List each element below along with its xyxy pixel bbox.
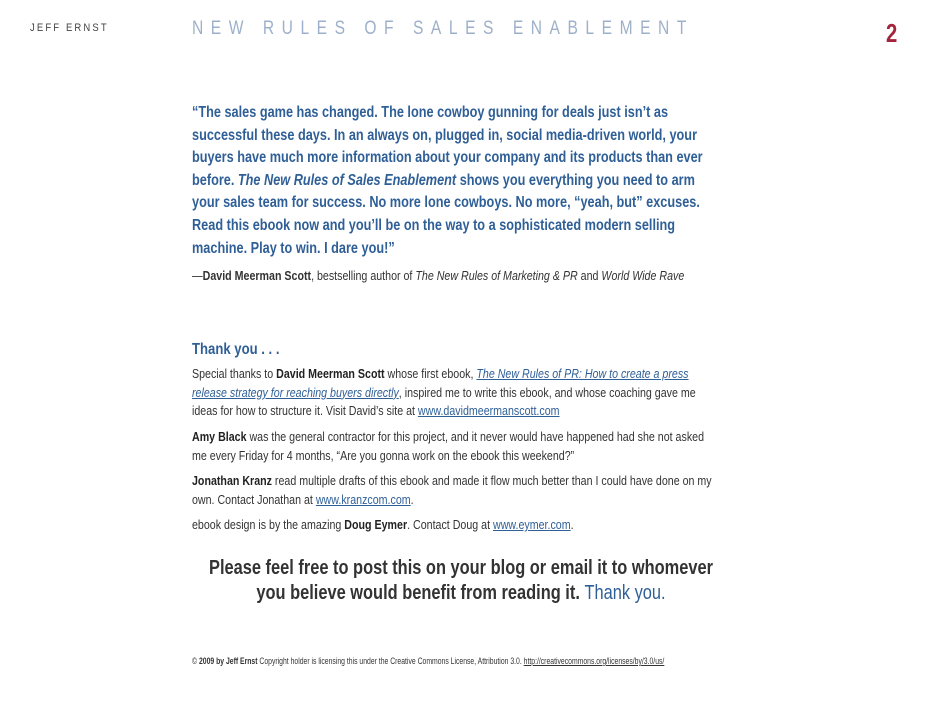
page-number: 2 — [886, 18, 898, 48]
attribution-name: David Meerman Scott — [202, 268, 312, 284]
thanks-p4-name: Doug Eymer — [344, 517, 408, 533]
share-message — [206, 556, 716, 606]
attribution-and: and — [577, 268, 602, 284]
attribution-book-1: The New Rules of Marketing & PR — [415, 268, 578, 284]
thanks-p3-end: . — [410, 491, 414, 507]
share-line-2: you believe would benefit from reading it. — [256, 582, 580, 604]
ebook-link[interactable]: The New Rules of PR: How to create a press release strategy for reaching buyers directly — [192, 366, 689, 400]
eymer-link[interactable]: www.eymer.com — [493, 517, 571, 533]
share-line-1: Please feel free to post this on your blog or email it to whomever — [209, 557, 713, 579]
thanks-paragraph-amy — [192, 428, 717, 465]
thanks-p1-mid: whose first ebook, — [384, 366, 477, 382]
thanks-heading: Thank you . . . — [192, 341, 280, 359]
copyright-symbol: © — [192, 656, 198, 666]
thanks-paragraph-david — [192, 365, 717, 421]
david-site-link[interactable]: www.davidmeermanscott.com — [417, 403, 560, 419]
share-thank-you: Thank you. — [584, 582, 666, 604]
thanks-p4-pre: ebook design is by the amazing — [192, 517, 345, 533]
kranzcom-link[interactable]: www.kranzcom.com — [315, 491, 411, 507]
attribution-middle: , bestselling author of — [311, 268, 416, 284]
thanks-p2-name: Amy Black — [192, 428, 247, 444]
thanks-paragraph-jonathan — [192, 472, 717, 509]
attribution-dash: — — [192, 268, 203, 284]
quote-book-title: The New Rules of Sales Enablement — [237, 171, 457, 189]
thanks-p1-name: David Meerman Scott — [276, 366, 385, 382]
copyright-text: Copyright holder is licensing this under the Creative Commons License, Attribution 3.0. — [257, 656, 524, 666]
thanks-p1-post: , inspired me to write this ebook, and whose coaching gave me ideas for how to structure it. Visit David’s site at — [192, 384, 696, 419]
page-content — [192, 102, 717, 535]
copyright-notice — [192, 656, 664, 666]
creative-commons-link[interactable]: http://creativecommons.org/licenses/by/3.0/us/ — [523, 656, 665, 666]
quote-attribution — [192, 267, 717, 285]
thanks-p3-text: read multiple drafts of this ebook and made it flow much better than I could have done on my own. Contact Jonathan at — [192, 473, 712, 507]
thanks-p1-pre: Special thanks to — [192, 366, 277, 382]
quote-text-2: shows you everything you need to arm your sales team for success. No more lone cowboys. No more, “yeah, but” excuses. Read this ebook now and you’ll be on the way to a sophisticated modern selling machine. Play to win. I dare you!” — [192, 171, 700, 257]
attribution-book-2: World Wide Rave — [601, 268, 685, 284]
author-name: JEFF ERNST — [30, 22, 109, 34]
thanks-p2-text: was the general contractor for this project, and it never would have happened had she not asked me every Friday for 4 months, “Are you gonna work on the ebook this weekend?” — [192, 428, 705, 463]
thanks-p4-mid: . Contact Doug at — [407, 517, 494, 533]
quote-text-1: “The sales game has changed. The lone cowboy gunning for deals just isn’t as successful these days. In an always on, plugged in, social media-driven world, your buyers have much more information about your company and its products than ever before. — [192, 104, 703, 189]
copyright-owner: 2009 by Jeff Ernst — [198, 656, 258, 666]
thanks-p4-end: . — [570, 517, 574, 533]
share-line-2-wrap — [206, 581, 716, 606]
book-title: NEW RULES OF SALES ENABLEMENT — [192, 18, 694, 39]
thanks-paragraph-doug — [192, 516, 717, 535]
testimonial-quote — [192, 102, 717, 260]
thanks-p3-name: Jonathan Kranz — [192, 473, 272, 489]
